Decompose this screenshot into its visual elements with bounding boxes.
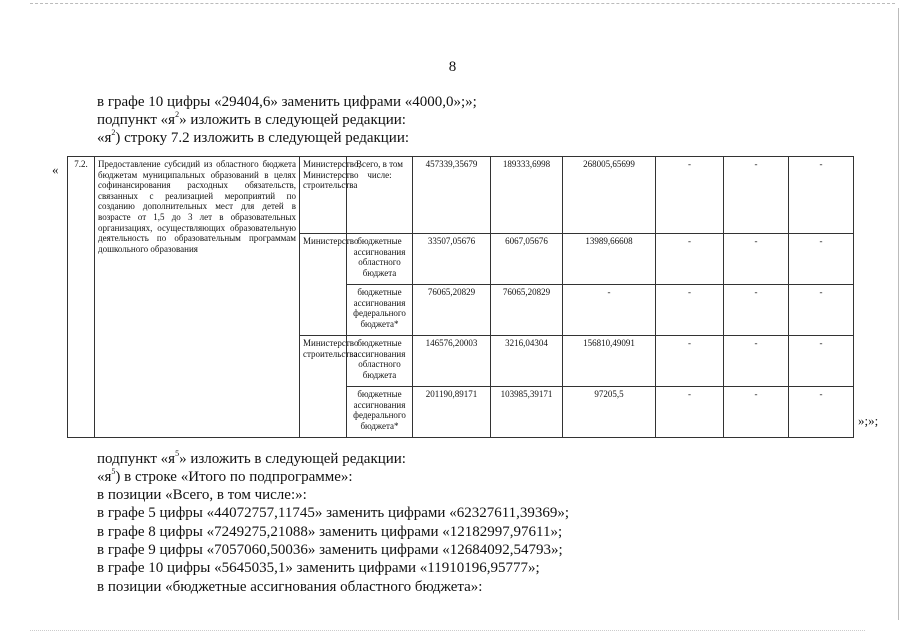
executor-cell: Министерство строительства [300,336,347,438]
outro-line-2-rest: ) в строке «Итого по подпрограмме»: [115,469,353,485]
outro-line-1-text: подпункт «я [97,451,176,467]
year1-cell: 103985,39171 [491,387,563,438]
executor-cell: Министерство, Министерство строительства [300,157,347,234]
intro-line-2-sup: 2 [175,110,180,119]
total-cell: 33507,05676 [413,234,491,285]
total-cell: 201190,89171 [413,387,491,438]
intro-line-3 [97,128,410,146]
year1-cell: 189333,6998 [491,157,563,234]
source-cell: бюджетные ассигнования областного бюджета [347,234,413,285]
year4-cell: - [724,157,789,234]
outro-line-1-sup: 5 [175,449,180,458]
subsidy-table [67,156,854,438]
year3-cell: - [656,387,724,438]
table-row [68,157,854,234]
outro-line-6: в графе 9 цифры «7057060,50036» заменить цифрами «12684092,54793»; [97,542,563,558]
outro-line-2-sup: 5 [111,467,116,476]
intro-line-2 [97,110,406,128]
outro-line-1 [97,449,406,467]
source-cell: бюджетные ассигнования федерального бюджета* [347,285,413,336]
total-cell: 457339,35679 [413,157,491,234]
year4-cell: - [724,387,789,438]
executor-cell: Министерство [300,234,347,336]
outro-line-3: в позиции «Всего, в том числе:»: [97,487,307,503]
year3-cell: - [656,336,724,387]
row-description: Предоставление субсидий из областного бюджета бюджетам муниципальных образований в целях софинансирования расходных обязательств, связанных с реализацией мероприятий по созданию дополнительных мест для детей в возрасте от 1,5 до 3 лет в образовательных организациях, осуществляющих образовательную деятельность по образовательным программам дошкольного образования [95,157,300,438]
table-quote-open: « [52,162,59,177]
source-cell: бюджетные ассигнования областного бюджета [347,336,413,387]
year4-cell: - [724,234,789,285]
scan-top-line [30,3,895,4]
scan-bottom-line [30,630,865,631]
year4-cell: - [724,285,789,336]
table-quote-close: »;»; [858,413,879,428]
year5-cell: - [789,285,854,336]
year3-cell: - [656,285,724,336]
row-number: 7.2. [68,157,95,438]
outro-line-5: в графе 8 цифры «7249275,21088» заменить цифрами «12182997,97611»; [97,524,563,540]
year2-cell: 97205,5 [563,387,656,438]
year1-cell: 6067,05676 [491,234,563,285]
outro-line-7: в графе 10 цифры «5645035,1» заменить цифрами «11910196,95777»; [97,560,540,576]
total-cell: 76065,20829 [413,285,491,336]
outro-line-1-rest: » изложить в следующей редакции: [179,451,406,467]
intro-line-3-rest: ) строку 7.2 изложить в следующей редакции: [115,130,410,146]
source-cell: бюджетные ассигнования федерального бюджета* [347,387,413,438]
intro-line-2-rest: » изложить в следующей редакции: [179,112,406,128]
year5-cell: - [789,387,854,438]
outro-line-4: в графе 5 цифры «44072757,11745» заменить цифрами «62327611,39369»; [97,505,570,521]
year2-cell: - [563,285,656,336]
year1-cell: 76065,20829 [491,285,563,336]
source-cell: Всего, в том числе: [347,157,413,234]
year4-cell: - [724,336,789,387]
year5-cell: - [789,336,854,387]
year5-cell: - [789,234,854,285]
year1-cell: 3216,04304 [491,336,563,387]
intro-line-2-text: подпункт «я [97,112,176,128]
outro-line-8: в позиции «бюджетные ассигнования областного бюджета»: [97,579,483,595]
year2-cell: 13989,66608 [563,234,656,285]
total-cell: 146576,20003 [413,336,491,387]
year3-cell: - [656,157,724,234]
year5-cell: - [789,157,854,234]
year2-cell: 268005,65699 [563,157,656,234]
intro-line-3-text: «я [97,130,112,146]
scan-right-edge [898,8,899,620]
page-number: 8 [448,59,457,75]
year3-cell: - [656,234,724,285]
intro-line-1: в графе 10 цифры «29404,6» заменить цифрами «4000,0»;»; [97,94,477,110]
intro-line-3-sup: 2 [111,128,116,137]
outro-line-2-text: «я [97,469,112,485]
outro-line-2 [97,467,353,485]
year2-cell: 156810,49091 [563,336,656,387]
